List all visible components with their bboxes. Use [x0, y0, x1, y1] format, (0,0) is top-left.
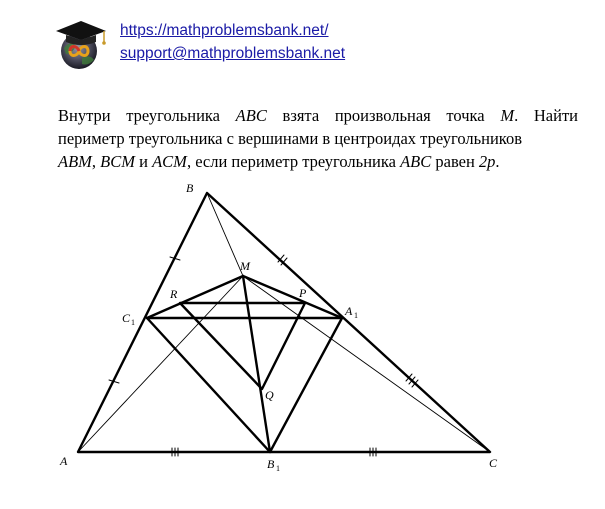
segment-c-m [243, 276, 490, 452]
triangle-abm-label: ABM [58, 152, 92, 171]
problem-line-3-text-2: и [135, 152, 153, 171]
medial-triangle [147, 318, 342, 452]
label-p: P [299, 286, 307, 300]
problem-line-2: периметр треугольника с вершинами в центроидах треугольников [58, 129, 523, 148]
problem-line-1-text-1: Внутри треугольника [58, 106, 236, 125]
problem-line-3-text-4: равен [431, 152, 479, 171]
label-m: M [240, 259, 250, 273]
label-c1-subscript: 1 [131, 318, 135, 327]
label-q: Q [265, 388, 274, 402]
label-a1: A [345, 304, 353, 318]
label-b: B [186, 181, 194, 195]
problem-line-1-text-2: взята произвольная точка [266, 106, 501, 125]
label-a: A [60, 454, 68, 468]
support-email-link[interactable]: support@mathproblemsbank.net [120, 45, 346, 62]
segment-b-m [207, 193, 243, 276]
label-c1: C [122, 311, 131, 325]
segment-a-m [78, 276, 243, 452]
triangle-abc-label: ABC [235, 106, 267, 125]
triangle-acm-label: ACM [152, 152, 187, 171]
problem-line-3-text-3: , если периметр треугольника [186, 152, 401, 171]
problem-line-3-text-5: . [495, 152, 500, 171]
problem-line-1-text-3: . Найти [514, 106, 578, 125]
label-b1-subscript: 1 [276, 464, 280, 473]
site-link[interactable]: https://mathproblemsbank.net/ [120, 22, 329, 39]
triangle-abc [78, 193, 490, 452]
triangle-abc-label-2: ABC [400, 152, 432, 171]
perimeter-2p-label: 2p [478, 152, 496, 171]
triangle-bcm-label: BCM [100, 152, 135, 171]
label-c: C [489, 456, 498, 470]
problem-line-3-text-1: , [91, 152, 101, 171]
label-b1: B [267, 457, 275, 471]
label-a1-subscript: 1 [354, 311, 358, 320]
label-r: R [170, 287, 178, 301]
point-m-label: M [500, 106, 515, 125]
